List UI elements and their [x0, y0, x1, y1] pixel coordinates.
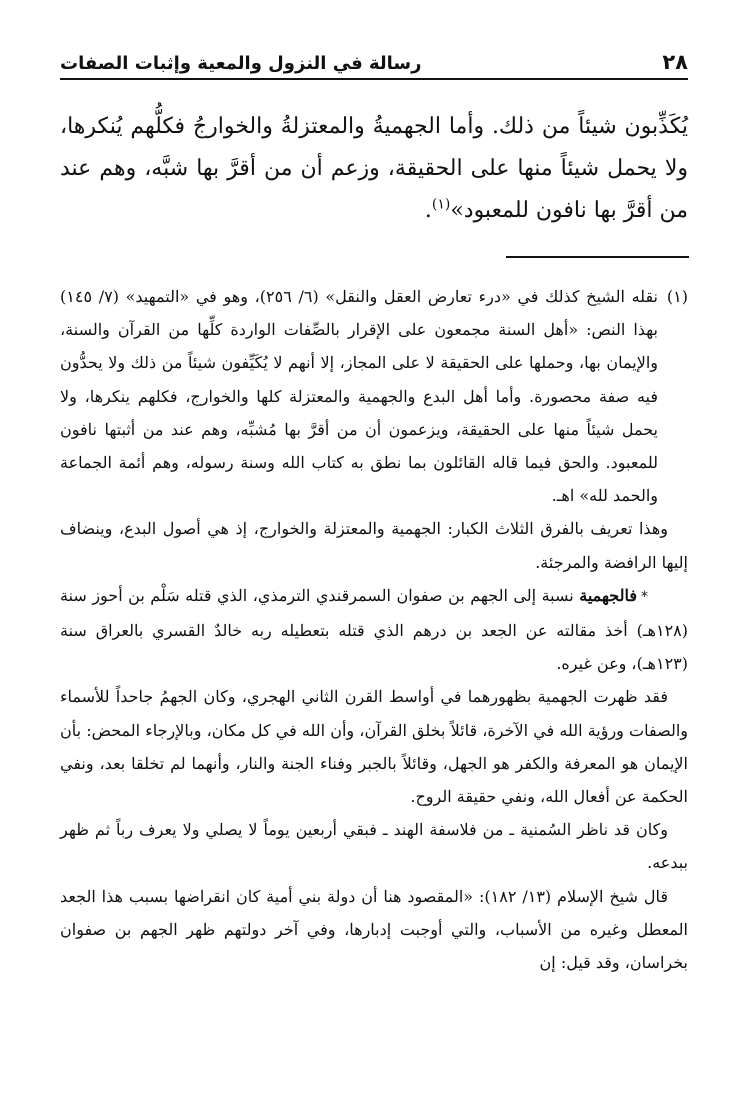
footnote-paragraph-3: [60, 579, 688, 681]
footnote-paragraph-5: وكان قد ناظر السُمنية ـ من فلاسفة الهند ـ فبقي أربعين يوماً لا يصلي ولا يعرف رباً ثم ظهر ببدعه.: [60, 820, 688, 873]
running-title: رسالة في النزول والمعية وإثبات الصفات: [60, 53, 422, 74]
asterisk-icon: *: [641, 588, 648, 605]
page-header: [60, 40, 688, 80]
main-paragraph-text: يُكَذِّبون شيئاً من ذلك. وأما الجهميةُ والمعتزلةُ والخوارجُ فكلُّهم يُنكرها، ولا يحمل شيئاً منها على الحقيقة، وزعم أن من أقرَّ بها شبَّه، وهم عند من أقرَّ بها نافون للمعبود»: [60, 114, 688, 223]
footnote-separator: [506, 256, 689, 258]
footnote-1: [60, 280, 688, 512]
footnote-paragraph-4: فقد ظهرت الجهمية بظهورهما في أواسط القرن الثاني الهجري، وكان الجهمُ جاحداً للأسماء والصفات ورؤية الله في الآخرة، قائلاً بخلق القرآن، وأن الله في كل مكان، وبالإرجاء المحض: بأن الإيمان هو المعرفة والكفر هو الجهل، وقائلاً بالجبر وفناء الجنة والنار، وأنهما لم تخلقا بعد، ونفي الحكمة عن أفعال الله، ونفي حقيقة الروح.: [60, 687, 688, 807]
main-paragraph: [60, 106, 688, 232]
term-jahmiyya: فالجهمية: [579, 585, 637, 605]
footnotes-section: [60, 280, 688, 979]
footnote-marker: (١): [666, 287, 688, 306]
footnote-reference[interactable]: (١): [431, 196, 451, 213]
footnote-paragraph-3-text: نسبة إلى الجهم بن صفوان السمرقندي الترمذي، الذي قتله سَلْم بن أحوز سنة (١٢٨هـ) أخذ مقالته عن الجعد بن درهم الذي قتله بتعطيله ربه خالدٌ القسري بالعراق سنة (١٢٣هـ)، وعن غيره.: [60, 585, 688, 674]
main-text: [60, 106, 688, 232]
footnote-1-body: نقله الشيخ كذلك في «درء تعارض العقل والنقل» (٦/ ٢٥٦)، وهو في «التمهيد» (٧/ ١٤٥) بهذا النص: «أهل السنة مجمعون على الإقرار بالصِّفات الواردة كلِّها من القرآن والسنة، والإيمان بها، وحملها على الحقيقة لا على المجاز، إلا أنهم لا يُكَيِّفون شيئاً من ذلك ولا يحدُّون فيه صفة محصورة. وأما أهل البدع والجهمية والمعتزلة كلها والخوارج، فكلهم ينكرها، ولا يحمل شيئاً منها على الحقيقة، ويزعمون أن من أقرَّ بها مُشبِّه، وهم عند من أثبتها نافون للمعبود. والحق فيما قاله القائلون بما نطق به كتاب الله وسنة رسوله، وهم أئمة الجماعة والحمد لله» اهـ.: [60, 287, 658, 506]
main-paragraph-end: .: [424, 198, 432, 223]
page-number: ٢٨: [662, 50, 688, 74]
footnote-paragraph-2: وهذا تعريف بالفرق الثلاث الكبار: الجهمية والمعتزلة والخوارج، إذ هي أصول البدع، وينضاف إليها الرافضة والمرجئة.: [60, 519, 688, 572]
footnote-paragraph-6: قال شيخ الإسلام (١٣/ ١٨٢): «المقصود هنا أن دولة بني أمية كان انقراضها بسبب هذا الجعد المعطل وغيره من الأسباب، والتي أوجبت إدبارها، وفي آخر دولتهم ظهر الجهم بن صفوان بخراسان، وقد قيل: إن: [60, 886, 689, 973]
